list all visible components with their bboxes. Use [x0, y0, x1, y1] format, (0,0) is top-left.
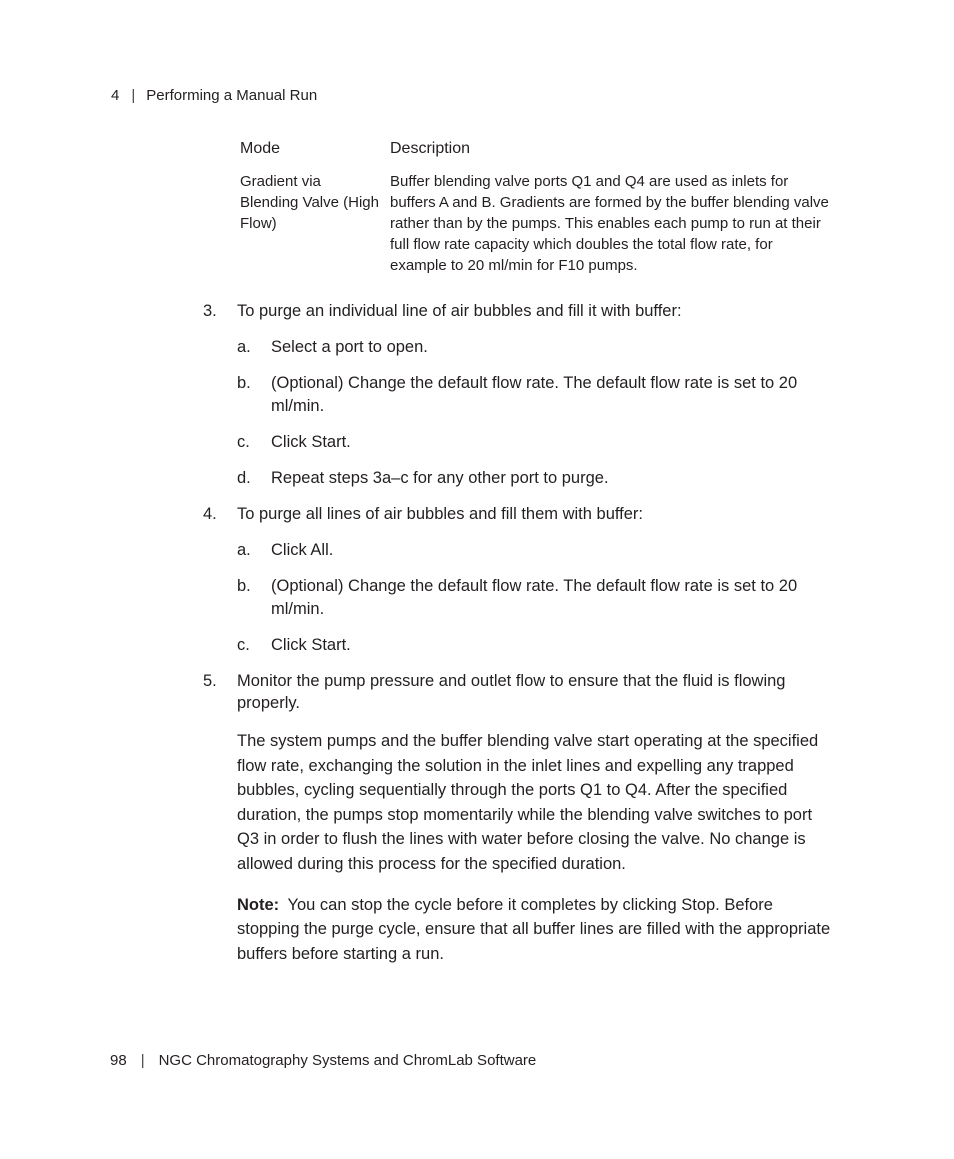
substep-list — [237, 539, 833, 657]
substep-text: Click Start. — [271, 636, 351, 654]
substep-3d — [237, 467, 833, 490]
table-header-mode: Mode — [240, 140, 281, 157]
running-header — [111, 87, 317, 105]
step-3 — [203, 300, 833, 490]
step-number: 4. — [203, 505, 217, 523]
chapter-number: 4 — [111, 87, 120, 104]
substep-list — [237, 336, 833, 490]
substep-text: Select a port to open. — [271, 338, 428, 356]
substep-text: Click All. — [271, 541, 334, 559]
substep-3a — [237, 336, 833, 359]
table-header-description: Description — [390, 140, 471, 157]
substep-text: (Optional) Change the default flow rate. The default flow rate is set to 20 ml/min. — [271, 577, 798, 618]
substep-letter: b. — [237, 577, 251, 595]
substep-3c — [237, 431, 833, 454]
chapter-title: Performing a Manual Run — [146, 87, 318, 104]
book-title: NGC Chromatography Systems and ChromLab Software — [158, 1052, 537, 1069]
substep-letter: c. — [237, 636, 250, 654]
table-row — [240, 171, 830, 276]
footer-separator: | — [140, 1052, 145, 1069]
step-text: To purge an individual line of air bubbles and fill it with buffer: — [237, 302, 682, 320]
step-paragraph: The system pumps and the buffer blending valve start operating at the specified flow rate, exchanging the solution in the inlet lines and expelling any trapped bubbles, cycling sequentially through the ports Q1 to Q4. After the specified duration, the pumps stop momentarily while the blending valve switches to port Q3 in order to flush the lines with water before closing the valve. No change is allowed during this process for the specified duration. — [237, 732, 819, 873]
substep-text: Click Start. — [271, 433, 351, 451]
substep-letter: a. — [237, 338, 251, 356]
mode-table — [240, 139, 830, 276]
substep-letter: c. — [237, 433, 250, 451]
note-label: Note: — [237, 895, 280, 914]
header-separator: | — [131, 87, 136, 104]
substep-4b — [237, 575, 833, 621]
page-number: 98 — [110, 1052, 127, 1069]
substep-4a — [237, 539, 833, 562]
step-4 — [203, 503, 833, 657]
step-text: Monitor the pump pressure and outlet flow to ensure that the fluid is flowing properly. — [237, 672, 786, 712]
step-text: To purge all lines of air bubbles and fill them with buffer: — [237, 505, 644, 523]
substep-letter: b. — [237, 374, 251, 392]
note-text: You can stop the cycle before it completes by clicking Stop. Before stopping the purge cycle, ensure that all buffer lines are filled with the appropriate buffers before starting a run. — [237, 895, 831, 963]
substep-3b — [237, 372, 833, 418]
substep-letter: a. — [237, 541, 251, 559]
substep-4c — [237, 634, 833, 657]
note — [237, 893, 833, 967]
substep-text: (Optional) Change the default flow rate. The default flow rate is set to 20 ml/min. — [271, 374, 798, 415]
step-number: 3. — [203, 302, 217, 320]
table-header-row — [240, 139, 830, 159]
substep-letter: d. — [237, 469, 251, 487]
table-cell-mode: Gradient via Blending Valve (High Flow) — [240, 173, 379, 232]
substep-text: Repeat steps 3a–c for any other port to purge. — [271, 469, 609, 487]
running-footer — [110, 1052, 536, 1070]
table-cell-description: Buffer blending valve ports Q1 and Q4 are used as inlets for buffers A and B. Gradients are formed by the buffer blending valve rather than by the pumps. This enables each pump to run at their full flow rate capacity which doubles the total flow rate, for example to 20 ml/min for F10 pumps. — [390, 173, 829, 274]
step-number: 5. — [203, 672, 217, 690]
procedure-steps — [203, 300, 833, 979]
step-5 — [203, 670, 833, 966]
